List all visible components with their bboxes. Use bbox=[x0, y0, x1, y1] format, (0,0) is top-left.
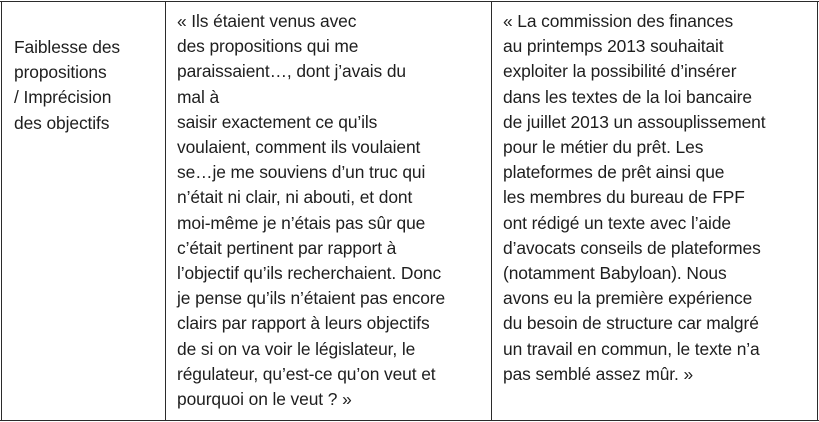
quote-1-line: des propositions qui me bbox=[177, 36, 359, 57]
quote-1-line: voulaient, comment ils voulaient bbox=[177, 137, 421, 158]
table-cell-quote-2 bbox=[503, 0, 815, 422]
quote-2-line: exploiter la possibilité d’insérer bbox=[503, 61, 737, 82]
quote-1-line: de si on va voir le législateur, le bbox=[177, 338, 416, 359]
table-border-right bbox=[817, 1, 818, 421]
quote-2-line: avons eu la première expérience bbox=[503, 288, 753, 309]
quote-2-line: pas semblé assez mûr. » bbox=[503, 363, 694, 384]
quote-2-lines bbox=[503, 9, 815, 387]
quote-1-line: c’était pertinent par rapport à bbox=[177, 237, 397, 258]
column-divider-2 bbox=[491, 1, 492, 421]
label-line: propositions bbox=[14, 62, 107, 83]
quote-1-line: mal à bbox=[177, 86, 220, 107]
quote-1-line: clairs par rapport à leurs objectifs bbox=[177, 313, 430, 334]
quote-2-line: de juillet 2013 un assouplissement bbox=[503, 111, 766, 132]
quote-1-line: paraissaient…, dont j’avais du bbox=[177, 61, 407, 82]
column-divider-1 bbox=[165, 1, 166, 421]
quote-2-line: « La commission des finances bbox=[503, 11, 734, 31]
quote-2-line: du besoin de structure car malgré bbox=[503, 313, 759, 334]
quote-1-line: je pense qu’ils n’étaient pas encore bbox=[177, 288, 446, 309]
quote-2-line: un travail en commun, le texte n’a bbox=[503, 338, 760, 359]
quote-2-line: au printemps 2013 souhaitait bbox=[503, 36, 724, 57]
quote-2-line: d’avocats conseils de plateformes bbox=[503, 237, 761, 258]
table-cell-label bbox=[14, 0, 164, 422]
quote-1-line: se…je me souviens d’un truc qui bbox=[177, 162, 426, 183]
quote-1-line: régulateur, qu’est-ce qu’on veut et bbox=[177, 363, 436, 384]
quote-1-line: saisir exactement ce qu’ils bbox=[177, 111, 378, 132]
label-line: des objectifs bbox=[14, 112, 110, 133]
quote-1-line: n’était ni clair, ni abouti, et dont bbox=[177, 187, 413, 208]
label-line: Faiblesse des bbox=[14, 37, 120, 57]
quote-2-line: ont rédigé un texte avec l’aide bbox=[503, 212, 731, 233]
quote-2-line: plateformes de prêt ainsi que bbox=[503, 162, 725, 183]
label-lines bbox=[14, 35, 164, 136]
table-cell-quote-1 bbox=[177, 0, 489, 422]
quote-1-lines bbox=[177, 9, 489, 412]
quote-1-line: moi-même je n’étais pas sûr que bbox=[177, 212, 426, 233]
label-line: / Imprécision bbox=[14, 87, 112, 108]
quote-1-line: « Ils étaient venus avec bbox=[177, 11, 357, 31]
quote-2-line: dans les textes de la loi bancaire bbox=[503, 86, 752, 107]
quote-2-line: les membres du bureau de FPF bbox=[503, 187, 745, 208]
quote-1-line: pourquoi on le veut ? » bbox=[177, 389, 352, 410]
quote-1-line: l’objectif qu’ils recherchaient. Donc bbox=[177, 263, 442, 284]
quote-2-line: (notamment Babyloan). Nous bbox=[503, 263, 727, 284]
table-border-left bbox=[1, 1, 2, 421]
quote-2-line: pour le métier du prêt. Les bbox=[503, 137, 704, 158]
